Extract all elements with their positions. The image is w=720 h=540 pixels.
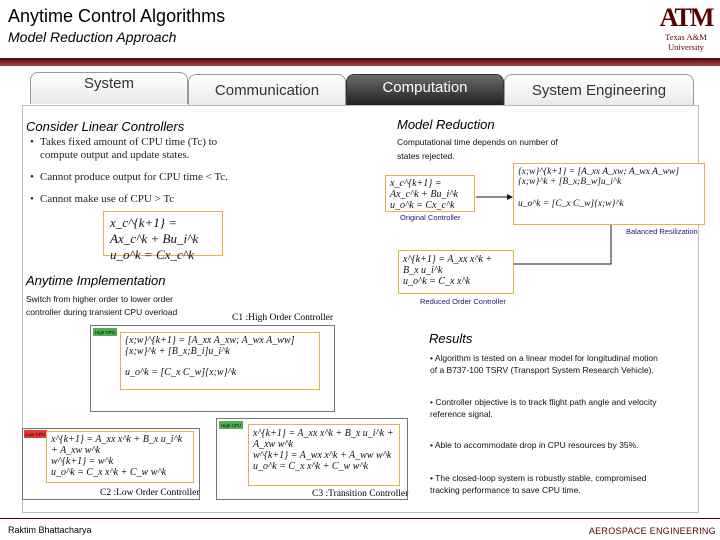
bullet-1-text: Takes fixed amount of CPU time (Tc) to compute output and update states. (40, 136, 218, 161)
anytime-text-2: controller during transient CPU overload (26, 307, 178, 317)
low-cpu-tag-c2: Low CPU (26, 431, 46, 437)
arrow-balanced-to-reduced (500, 225, 611, 264)
high-cpu-tag-c3: High CPU (221, 422, 242, 428)
tab-system-engineering-label: System Engineering (531, 82, 667, 99)
result-3-line-1: • Able to accommodate drop in CPU resources by 35%. (430, 440, 639, 450)
model-reduction-text-2: states rejected. (397, 151, 455, 161)
c2-equation-u: u_o^k = C_x x^k + C_w w^k (51, 467, 167, 478)
reduced-controller-box (398, 250, 514, 294)
page-title: Anytime Control Algorithms (8, 6, 226, 26)
balanced-realization-caption: Balanced Resilization (626, 227, 698, 236)
c1-equation-box (120, 332, 320, 390)
logo-line-2: University (668, 42, 704, 52)
result-2-line-1: • Controller objective is to track flight path angle and velocity (430, 397, 657, 407)
model-reduction-text-1: Computational time depends on number of (397, 137, 558, 147)
model-reduction-heading: Model Reduction (397, 117, 495, 132)
c3-equation-u: u_o^k = C_x x^k + C_w w^k (253, 461, 369, 472)
result-item-1 (430, 352, 698, 376)
original-controller-caption: Original Controller (400, 213, 461, 222)
result-item-2 (430, 396, 698, 420)
page-subtitle: Model Reduction Approach (8, 29, 177, 45)
reduced-eq-output: u_o^k = C_x x^k (403, 276, 471, 287)
bullet-dot-2: • (30, 171, 34, 183)
c1-equation-state: {x;w}^{k+1} = [A_xx A_xw; A_wx A_ww]{x;w}^k + [B_x;B_i]u_i^k (125, 335, 295, 357)
results-heading: Results (429, 331, 473, 346)
output-equation: u_o^k = Cx_c^k (110, 247, 194, 262)
balanced-eq-state: {x;w}^{k+1} = [A_xx A_xw; A_wx A_ww]{x;w}^k + [B_x;B_w]u_i^k (518, 167, 680, 187)
result-2-line-2: reference signal. (430, 409, 493, 419)
result-1-line-2: of a B737-100 TSRV (Transport System Research Vehicle). (430, 365, 654, 375)
logo-mark: ATM (659, 3, 713, 32)
c3-equation-x: x^{k+1} = A_xx x^k + B_x u_i^k + A_xw w^k (253, 428, 394, 450)
c3-label: C3 :Transition Controller (312, 489, 409, 499)
reduced-controller-caption: Reduced Order Controller (420, 297, 506, 306)
result-item-4 (430, 472, 698, 496)
anytime-text-1: Switch from higher order to lower order (26, 294, 173, 304)
state-update-equation: x_c^{k+1} = Ax_c^k + Bu_i^k (110, 215, 199, 246)
footer-department: AEROSPACE ENGINEERING (588, 526, 716, 536)
result-4-line-2: tracking performance to save CPU time. (430, 485, 581, 495)
footer-author: Raktim Bhattacharya (8, 525, 92, 535)
c3-equation-w: w^{k+1} = A_wx x^k + A_ww w^k (253, 450, 392, 461)
anytime-heading: Anytime Implementation (26, 273, 166, 288)
result-4-line-1: • The closed-loop system is robustly stable, compromised (430, 473, 647, 483)
reduced-eq-state: x^{k+1} = A_xx x^k + B_x u_i^k (403, 254, 493, 276)
bullet-no-extra-cpu (30, 193, 236, 206)
balanced-eq-output: u_o^k = [C_x C_w]{x;w}^k (518, 199, 624, 209)
bullet-2-text: Cannot produce output for CPU time < Tc. (40, 171, 228, 183)
linear-controller-equation (103, 211, 223, 262)
result-1-line-1: • Algorithm is tested on a linear model for longitudinal motion (430, 353, 658, 363)
bullet-no-output (30, 171, 236, 184)
original-eq-state: x_c^{k+1} = Ax_c^k + Bu_i^k (390, 178, 458, 200)
tab-communication-label: Communication (214, 82, 320, 99)
balanced-realization-box (513, 163, 705, 225)
c2-equation-x: x^{k+1} = A_xx x^k + B_x u_i^k + A_xw w^k (51, 434, 183, 456)
c3-equation-box (248, 424, 400, 486)
original-eq-output: u_o^k = Cx_c^k (390, 200, 455, 211)
c2-equation-w: w^{k+1} = w^k (51, 456, 114, 467)
c2-equation-box (46, 431, 194, 483)
high-cpu-tag-c1: High CPU (95, 329, 116, 335)
c1-label: C1 :High Order Controller (232, 313, 334, 323)
bullet-dot-1: • (30, 136, 34, 148)
logo-line-1: Texas A&M (665, 32, 707, 42)
linear-controllers-heading: Consider Linear Controllers (26, 119, 185, 134)
c2-label: C2 :Low Order Controller (100, 488, 200, 498)
tab-computation-label: Computation (382, 79, 468, 96)
c1-equation-output: u_o^k = [C_x C_w]{x;w}^k (125, 367, 237, 378)
tab-system-label: System (83, 75, 134, 92)
footer-divider (0, 518, 720, 519)
original-controller-box (385, 175, 475, 212)
bullet-dot-3: • (30, 193, 34, 205)
bullet-fixed-cpu (30, 136, 236, 162)
result-item-3 (430, 439, 698, 451)
bullet-3-text: Cannot make use of CPU > Tc (40, 193, 175, 205)
